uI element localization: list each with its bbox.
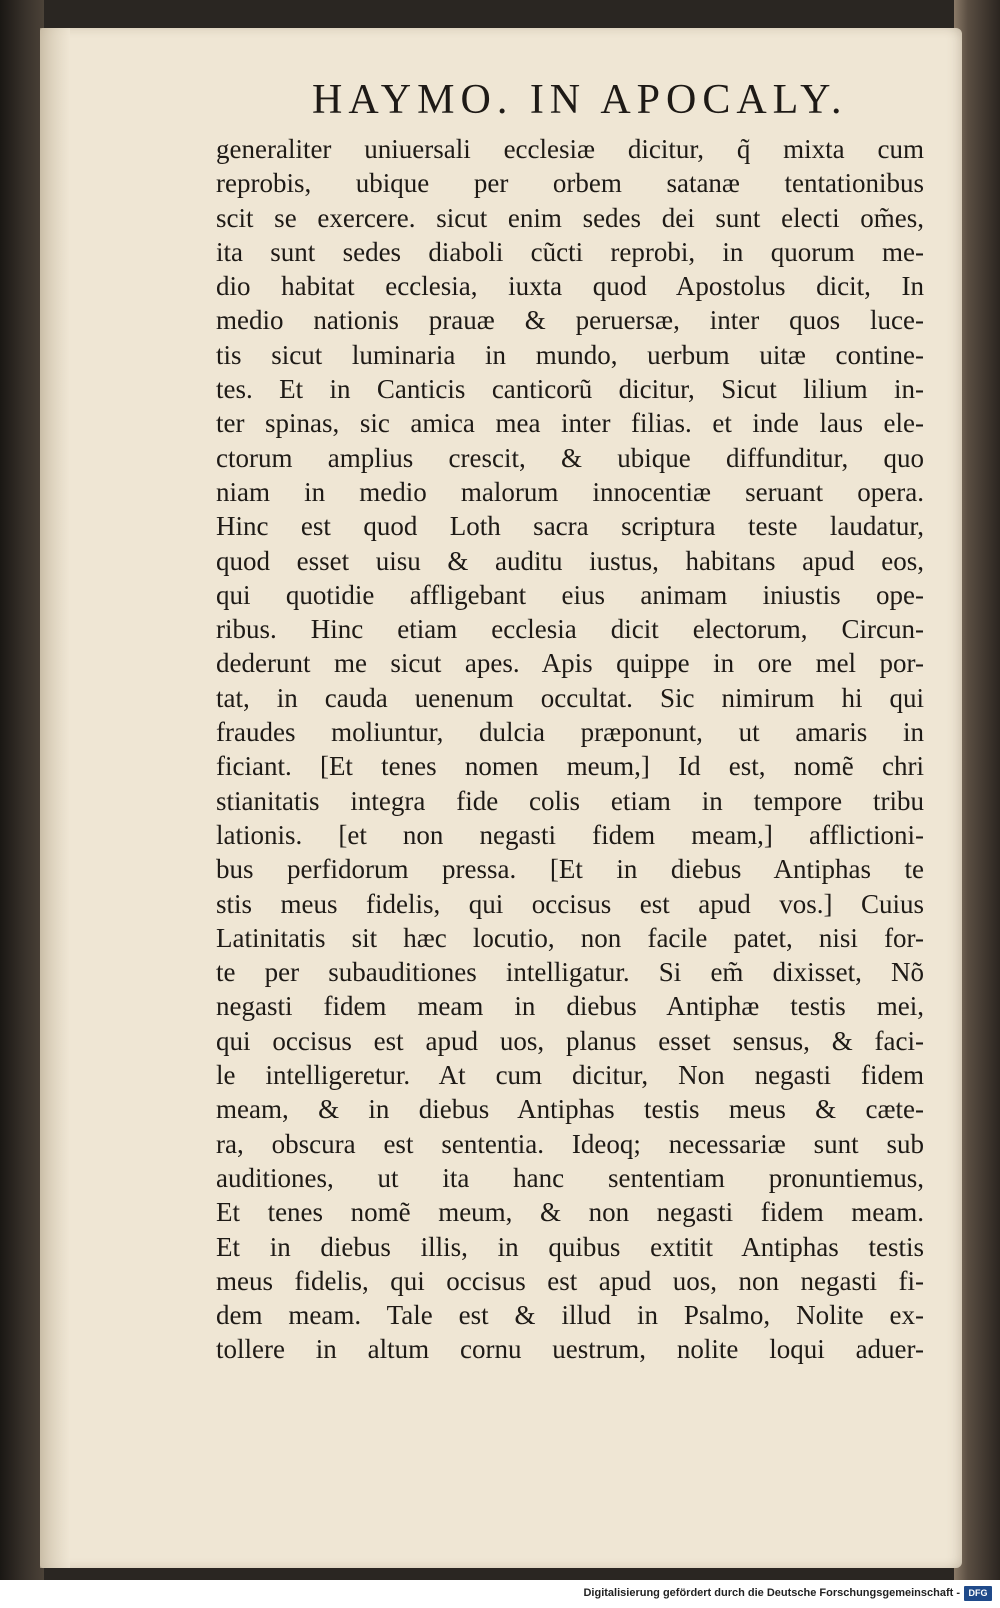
text-line: stianitatis integra fide colis etiam in tempore tribu [216,785,924,816]
text-line: tat, in cauda uenenum occultat. Sic nimirum hi qui [216,682,924,713]
text-line: meus fidelis, qui occisus est apud uos, non negasti fi- [216,1265,924,1296]
text-line: quod esset uisu & auditu iustus, habitans apud eos, [216,545,924,576]
text-line: ribus. Hinc etiam ecclesia dicit electorum, Circun- [216,614,924,645]
text-line: tollere in altum cornu uestrum, nolite loqui aduer- [216,1334,924,1365]
text-line: te per subauditiones intelligatur. Si em̃ dixisset, Nõ [216,957,924,988]
text-line: stis meus fidelis, qui occisus est apud vos.] Cuius [216,888,924,919]
page-gutter-shadow [40,28,70,1568]
text-line: Latinitatis sit hæc locutio, non facile patet, nisi for- [216,922,924,953]
text-line: generaliter uniuersali ecclesiæ dicitur, q̃ mixta cum [216,134,924,164]
text-line: Et in diebus illis, in quibus extitit Antiphas testis [216,1231,924,1262]
book-cover-left-edge [0,0,44,1580]
footer-bar [0,1580,1000,1608]
text-line: le intelligeretur. At cum dicitur, Non negasti fidem [216,1060,924,1091]
text-line: lationis. [et non negasti fidem meam,] afflictioni- [216,819,924,850]
text-line: auditiones, ut ita hanc sententiam pronuntiemus, [216,1162,924,1193]
text-line: ficiant. [Et tenes nomen meum,] Id est, nomẽ chri [216,751,924,782]
text-line: dem meam. Tale est & illud in Psalmo, Nolite ex- [216,1300,924,1331]
text-line: negasti fidem meam in diebus Antiphæ testis mei, [216,991,924,1022]
text-line: meam, & in diebus Antiphas testis meus & cæte- [216,1094,924,1125]
text-line: dederunt me sicut apes. Apis quippe in ore mel por- [216,648,924,679]
dfg-logo: DFG [964,1586,992,1601]
text-line: reprobis, ubique per orbem satanæ tentationibus [216,168,924,199]
dfg-credit-text: Digitalisierung gefördert durch die Deutsche Forschungsgemeinschaft - [583,1587,960,1599]
text-line: dio habitat ecclesia, iuxta quod Apostolus dicit, In [216,271,924,302]
text-line: Hinc est quod Loth sacra scriptura teste laudatur, [216,511,924,542]
text-line: ita sunt sedes diaboli cũcti reprobi, in quorum me- [216,236,924,267]
text-line: qui quotidie affligebant eius animam iniustis ope- [216,579,924,610]
text-line: ra, obscura est sententia. Ideoq; necessariæ sunt sub [216,1128,924,1159]
page-text-block [216,132,924,1367]
text-line: qui occisus est apud uos, planus esset sensus, & faci- [216,1025,924,1056]
text-line: scit se exercere. sicut enim sedes dei sunt electi om̃es, [216,202,924,233]
text-line: medio nationis prauæ & peruersæ, inter quos luce- [216,305,924,336]
running-head: HAYMO. IN APOCALY. [312,77,848,123]
text-line: ctorum amplius crescit, & ubique diffunditur, quo [216,442,924,473]
text-line: Et tenes nomẽ meum, & non negasti fidem meam. [216,1197,924,1228]
text-line: niam in medio malorum innocentiæ seruant opera. [216,476,924,507]
text-line: tis sicut luminaria in mundo, uerbum uitæ contine- [216,339,924,370]
text-line: fraudes moliuntur, dulcia præponunt, ut amaris in [216,717,924,748]
text-line: tes. Et in Canticis canticorũ dicitur, Sicut lilium in- [216,374,924,405]
text-line: ter spinas, sic amica mea inter filias. et inde laus ele- [216,408,924,439]
text-line: bus perfidorum pressa. [Et in diebus Antiphas te [216,854,924,885]
